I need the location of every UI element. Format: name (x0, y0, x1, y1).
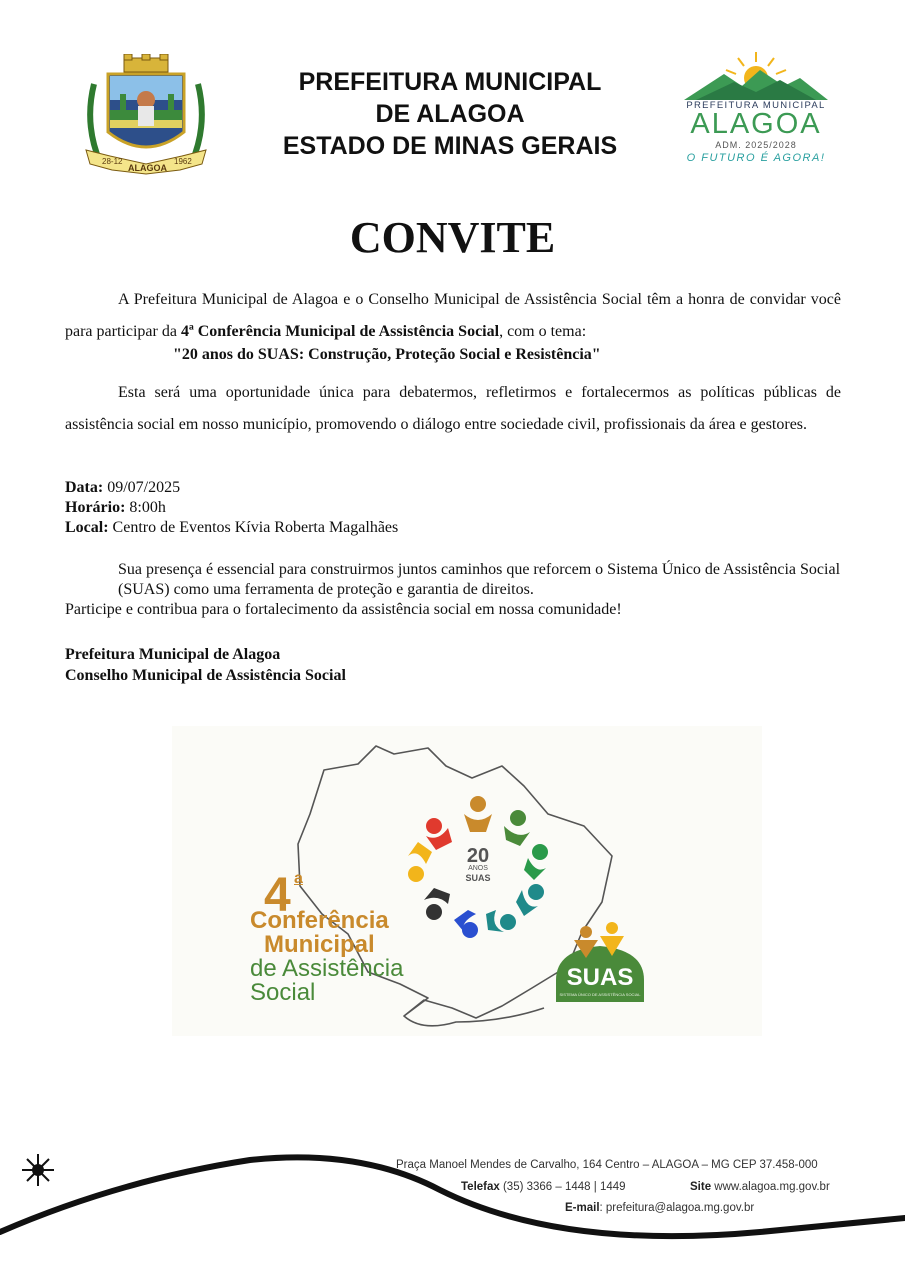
presence-text: Sua presença é essencial para construirmos juntos caminhos que reforcem o Sistema Único de Assistência Social (SUAS) como uma ferramenta de proteção e garantia de direitos. (118, 561, 841, 598)
anniversary-anos: ANOS (468, 865, 488, 872)
logo-line-3: ADM. 2025/2028 (715, 140, 797, 150)
opportunity-paragraph: Esta será uma oportunidade única para debatermos, refletirmos e fortalecermos as políticas públicas de assistência social em nosso município, promovendo o diálogo entre sociedade civil, profissionais da área e gestores. (65, 384, 841, 433)
invitation-text-a: A Prefeitura Municipal de Alagoa e o Conselho Municipal de Assistência Social têm a honra de convidar você para participar da (65, 291, 841, 340)
time-label: Horário: (65, 499, 126, 516)
municipal-administration-logo (676, 48, 836, 168)
logo-municipal: Municipal (264, 931, 375, 958)
logo-conferencia: Conferência (250, 907, 389, 934)
logo-line-1: PREFEITURA MUNICIPAL (686, 100, 826, 111)
time-value: 8:00h (129, 499, 166, 516)
suas-badge-label: SUAS (566, 964, 634, 991)
phone-label: Telefax (461, 1181, 500, 1193)
conference-name: 4ª Conferência Municipal de Assistência Social (180, 322, 500, 340)
footer-phone (461, 1181, 626, 1193)
email-value[interactable]: : prefeitura@alagoa.mg.gov.br (599, 1202, 755, 1214)
letterhead-line-2: DE ALAGOA (375, 100, 525, 128)
event-time-row (65, 498, 398, 518)
event-date-row (65, 478, 398, 498)
conference-theme: "20 anos do SUAS: Construção, Proteção Social e Resistência" (173, 346, 601, 363)
anniversary-number: 20 (466, 845, 490, 867)
phone-value: (35) 3366 – 1448 | 1449 (499, 1181, 626, 1193)
date-value: 09/07/2025 (107, 479, 181, 496)
letterhead-title (250, 66, 650, 162)
starburst-icon (22, 1154, 54, 1186)
date-label: Data: (65, 479, 104, 496)
signature-prefeitura: Prefeitura Municipal de Alagoa (65, 646, 281, 663)
place-value: Centro de Eventos Kívia Roberta Magalhães (112, 519, 399, 536)
conference-logo (172, 726, 762, 1036)
crest-ribbon-center: ALAGOA (128, 163, 167, 173)
site-value[interactable]: www.alagoa.mg.gov.br (711, 1181, 830, 1193)
site-label: Site (690, 1181, 712, 1193)
footer-address: Praça Manoel Mendes de Carvalho, 164 Centro – ALAGOA – MG CEP 37.458-000 (396, 1159, 818, 1171)
conference-number: 4 (264, 869, 291, 922)
email-label: E-mail (565, 1202, 600, 1214)
conference-ordinal: a (294, 870, 303, 887)
footer-site[interactable] (690, 1181, 830, 1193)
logo-line-2: ALAGOA (690, 108, 822, 140)
event-details (65, 478, 398, 538)
signature-block (65, 644, 346, 686)
logo-de-assistencia: de Assistência (250, 955, 404, 982)
letterhead-line-1: PREFEITURA MUNICIPAL (298, 68, 602, 96)
place-label: Local: (65, 519, 109, 536)
closing-paragraph (65, 560, 841, 620)
event-place-row (65, 518, 398, 538)
participation-text: Participe e contribua para o fortalecimento da assistência social em nossa comunidade! (65, 601, 622, 618)
crest-ribbon-left: 28-12 (102, 157, 123, 166)
footer-email[interactable] (565, 1202, 754, 1214)
sun-mountains-icon (676, 48, 836, 104)
signature-conselho: Conselho Municipal de Assistência Social (65, 667, 346, 684)
letterhead-line-3: ESTADO DE MINAS GERAIS (282, 132, 618, 160)
invitation-text-b: , com o tema: (499, 322, 587, 340)
logo-slogan: O FUTURO É AGORA! (686, 152, 826, 164)
logo-social: Social (250, 979, 316, 1006)
invitation-paragraph (65, 284, 841, 347)
municipal-coat-of-arms (80, 54, 212, 176)
anniversary-suas: SUAS (465, 873, 491, 883)
crest-ribbon-right: 1962 (174, 157, 192, 166)
document-title: CONVITE (349, 213, 556, 262)
suas-badge-subtitle: SISTEMA ÚNICO DE ASSISTÊNCIA SOCIAL (559, 992, 641, 997)
